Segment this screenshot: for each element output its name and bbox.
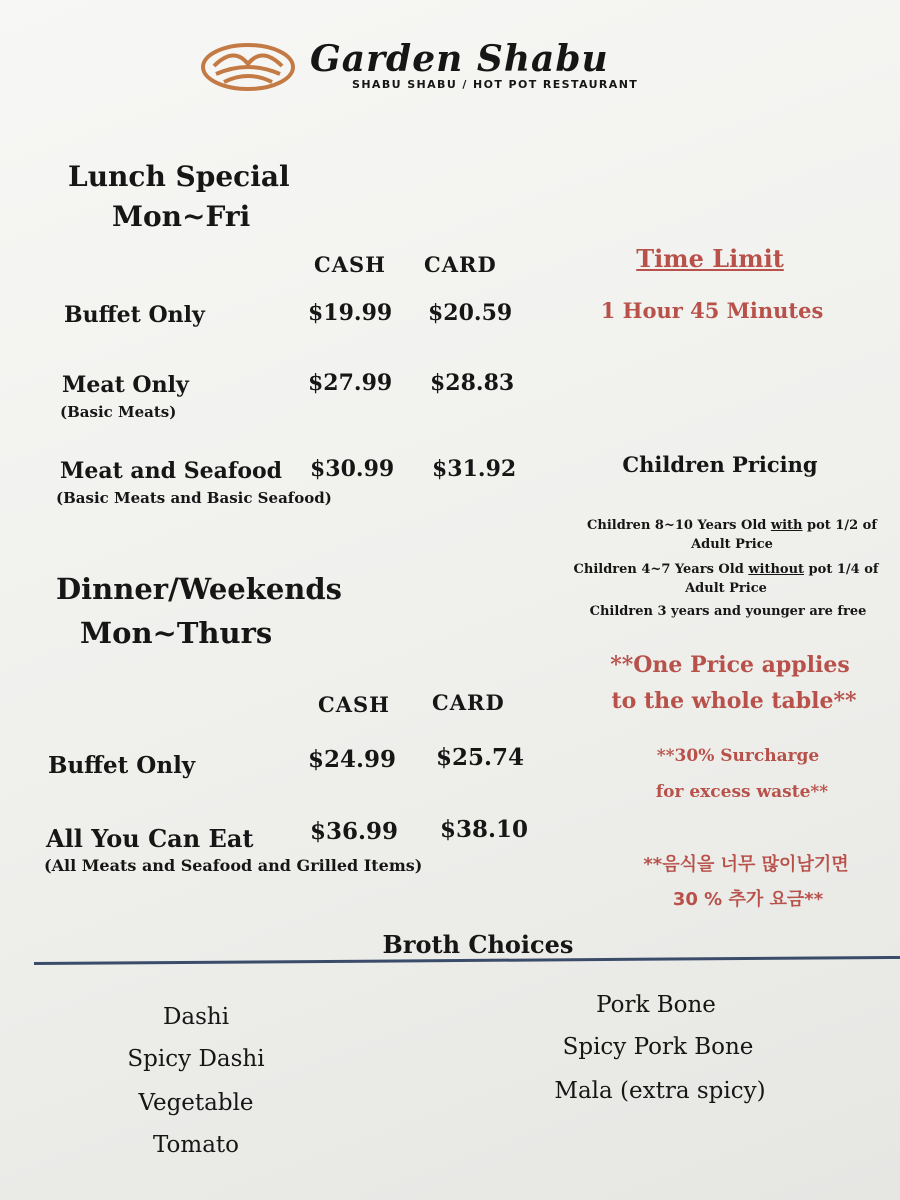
time-limit-value: 1 Hour 45 Minutes <box>600 298 824 323</box>
dinner-days: Mon~Thurs <box>80 616 273 650</box>
lunch-item-name: Buffet Only <box>64 302 205 328</box>
dinner-item-note: (All Meats and Seafood and Grilled Items) <box>44 856 423 875</box>
children-line-text: Children 8~10 Years Old <box>587 518 771 533</box>
one-price-notice: to the whole table** <box>611 688 857 714</box>
surcharge-notice: for excess waste** <box>655 782 829 802</box>
dinner-title: Dinner/Weekends <box>56 572 342 606</box>
broth-title: Broth Choices <box>382 930 574 959</box>
children-line-emphasis: without <box>748 562 805 577</box>
dinner-col-cash: CASH <box>318 692 391 717</box>
time-limit-title: Time Limit <box>636 244 784 273</box>
children-pricing-title: Children Pricing <box>622 452 818 477</box>
children-price-line <box>587 516 877 554</box>
lunch-col-cash: CASH <box>314 252 387 277</box>
lunch-item-cash-price: $19.99 <box>308 300 393 326</box>
broth-item: Vegetable <box>138 1090 254 1116</box>
dinner-col-card: CARD <box>432 690 505 715</box>
dinner-item-name: All You Can Eat <box>46 824 254 853</box>
broth-item: Dashi <box>162 1004 230 1030</box>
children-price-line <box>574 560 879 598</box>
broth-item: Pork Bone <box>596 992 716 1018</box>
dinner-item-card-price: $25.74 <box>436 744 525 771</box>
lunch-item-note: (Basic Meats) <box>60 403 177 421</box>
broth-item: Spicy Dashi <box>127 1046 265 1072</box>
lunch-col-card: CARD <box>424 252 497 277</box>
korean-surcharge-notice: 30 % 추가 요금** <box>672 889 824 910</box>
brand-name: Garden Shabu <box>310 38 609 80</box>
children-line-text: pot 1/2 of <box>802 518 877 533</box>
lunch-item-card-price: $20.59 <box>428 300 513 326</box>
children-line-text: Adult Price <box>691 537 773 552</box>
dinner-item-name: Buffet Only <box>48 752 196 779</box>
lunch-title: Lunch Special <box>68 160 290 193</box>
broth-item: Spicy Pork Bone <box>562 1034 754 1060</box>
lunch-item-card-price: $28.83 <box>430 370 515 396</box>
lunch-item-cash-price: $30.99 <box>310 456 395 482</box>
lunch-item-name: Meat Only <box>62 372 189 398</box>
dinner-item-cash-price: $36.99 <box>310 818 399 845</box>
korean-surcharge-notice: **음식을 너무 많이남기면 <box>643 854 849 875</box>
dinner-item-card-price: $38.10 <box>440 816 529 843</box>
broth-item: Tomato <box>152 1132 240 1158</box>
children-free-line: Children 3 years and younger are free <box>589 604 867 619</box>
lunch-item-note: (Basic Meats and Basic Seafood) <box>56 489 332 507</box>
lunch-item-name: Meat and Seafood <box>60 458 283 484</box>
lunch-days: Mon~Fri <box>112 200 251 233</box>
children-line-text: pot 1/4 of <box>804 562 879 577</box>
one-price-notice: **One Price applies <box>610 652 850 678</box>
children-line-emphasis: with <box>770 518 803 533</box>
surcharge-notice: **30% Surcharge <box>656 746 820 766</box>
dinner-item-cash-price: $24.99 <box>308 746 397 773</box>
lunch-item-cash-price: $27.99 <box>308 370 393 396</box>
children-line-text: Children 4~7 Years Old <box>573 562 749 577</box>
lunch-item-card-price: $31.92 <box>432 456 517 482</box>
brand-tagline: SHABU SHABU / HOT POT RESTAURANT <box>352 78 639 91</box>
broth-item: Mala (extra spicy) <box>554 1078 766 1104</box>
leaf-bowl-logo-icon <box>200 42 296 92</box>
children-line-text: Adult Price <box>685 581 767 596</box>
